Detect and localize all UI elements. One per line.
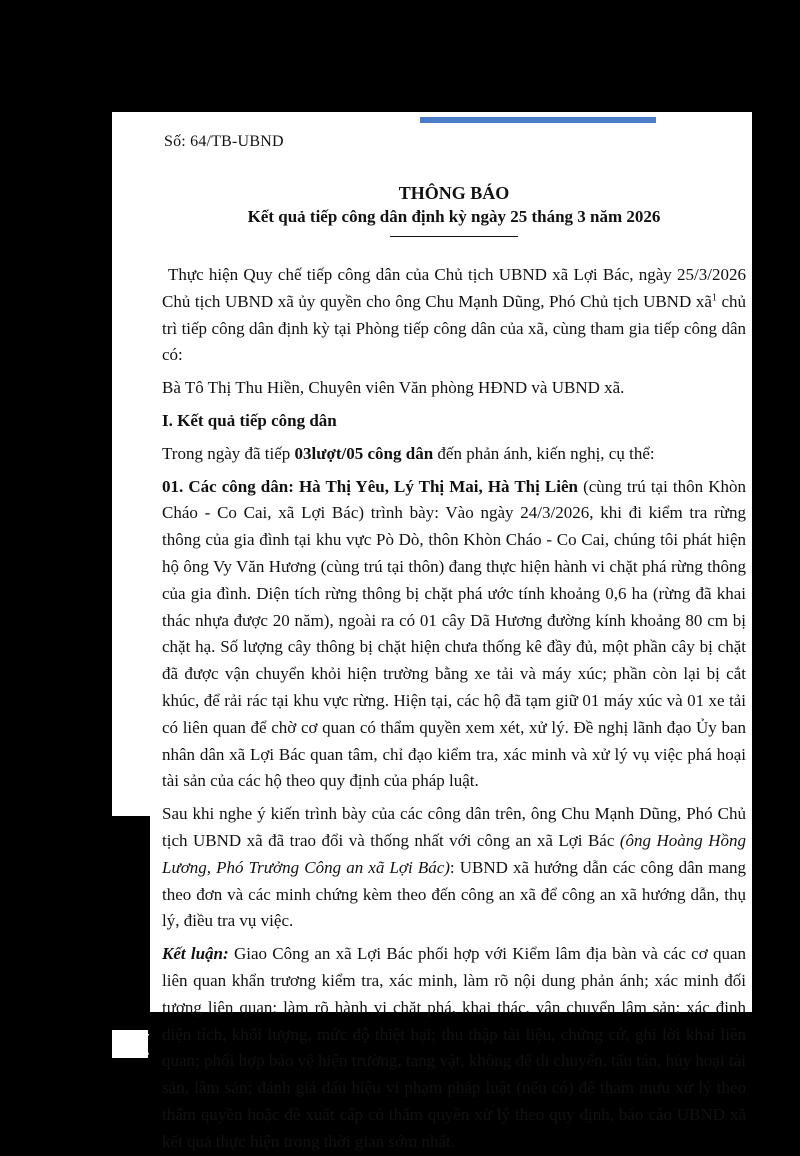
accent-bar: [420, 117, 656, 123]
case-1-paragraph: [162, 474, 746, 796]
document-body: [162, 182, 746, 1156]
document-subtitle: Kết quả tiếp công dân định kỳ ngày 25 tháng 3 năm 2026: [247, 207, 661, 226]
summary-paragraph: [162, 441, 746, 468]
response-italic: (ông Hoàng Hồng Lương, Phó Trưởng Công an xã Lợi Bác): [162, 830, 746, 877]
footnote-mark: 1: [711, 292, 717, 304]
conclusion-paragraph: [162, 941, 746, 1155]
intro-text-1: Thực hiện Quy chế tiếp công dân của Chủ tịch UBND xã Lợi Bác, ngày 25/3/2026 Chủ tịch UBND xã ủy quyền cho ông Chu Mạnh Dũng, Phó Chủ tịch UBND xã: [162, 265, 746, 311]
participant-line: Bà Tô Thị Thu Hiền, Chuyên viên Văn phòng HĐND và UBND xã.: [162, 378, 625, 398]
response-pre: Sau khi nghe ý kiến trình bày của các công dân trên, ông Chu Mạnh Dũng, Phó Chủ tịch UBND xã đã trao đổi và thống nhất với công an xã Lợi Bác: [162, 804, 746, 850]
response-paragraph: [162, 801, 746, 935]
conclusion-label: Kết luận:: [162, 944, 229, 964]
left-paper-edge: [112, 156, 152, 816]
document-title: THÔNG BÁO: [398, 183, 510, 203]
conclusion-text: Giao Công an xã Lợi Bác phối hợp với Kiểm lâm địa bàn và các cơ quan liên quan khẩn trương kiểm tra, xác minh, làm rõ nội dung phản ánh; xác minh đối tượng liên quan; làm rõ hành vi chặt phá, khai thác, vận chuyển lâm sản; xác định diện tích, khối lượng, mức độ thiệt hại; thu thập tài liệu, chứng cứ, ghi lời khai liên quan; phối hợp bảo vệ hiện trường, tang vật, không để di chuyển, tẩu tán, hủy hoại tài sản, lâm sản; đánh giá dấu hiệu vi phạm pháp luật (nếu có) để tham mưu xử lý theo thẩm quyền hoặc đề xuất cấp có thẩm quyền xử lý theo quy định, báo cáo UBND xã kết quả thực hiện trong thời gian sớm nhất.: [162, 944, 746, 1151]
bottom-glyph: (: [142, 1030, 150, 1055]
summary-count: 03lượt/05 công dân: [294, 443, 434, 463]
case-1-text: (cùng trú tại thôn Khòn Cháo - Co Cai, xã Lợi Bác) trình bày: Vào ngày 24/3/2026, khi đi kiểm tra rừng thông của gia đình tại khu vực Pò Dò, thôn Khòn Cháo - Co Cai, chúng tôi phát hiện hộ ông Vy Văn Hương (cùng trú tại thôn) đang thực hiện hành vi chặt phá rừng thông của gia đình. Diện tích rừng thông bị chặt phá ước tính khoảng 0,6 ha (rừng đã khai thác nhựa được 20 năm), ngoài ra có 01 cây Dã Hương đường kính khoảng 80 cm bị chặt hạ. Số lượng cây thông bị chặt hiện chưa thống kê đầy đủ, một phần cây bị chặt đã được vận chuyển khỏi hiện trường bằng xe tải và máy xúc; phần còn lại bị cắt khúc, để rải rác tại khu vực rừng. Hiện tại, các hộ đã tạm giữ 01 máy xúc và 01 xe tải có liên quan để chờ cơ quan có thẩm quyền xem xét, xử lý. Đề nghị lãnh đạo Ủy ban nhân dân xã Lợi Bác quan tâm, chỉ đạo kiểm tra, xác minh và xử lý vụ việc phá hoại tài sản của các hộ theo quy định của pháp luật.: [162, 476, 746, 791]
intro-paragraph: [162, 262, 746, 369]
summary-pre: Trong ngày đã tiếp: [162, 443, 295, 463]
summary-post: đến phản ánh, kiến nghị, cụ thể:: [433, 443, 655, 463]
title-divider: [390, 236, 518, 237]
section-heading: I. Kết quả tiếp công dân: [162, 410, 337, 430]
intro-text-2: chủ trì tiếp công dân định kỳ tại Phòng tiếp công dân của xã, cùng tham gia tiếp công dân có:: [162, 291, 747, 365]
case-1-citizens: 01. Các công dân: Hà Thị Yêu, Lý Thị Mai, Hà Thị Liên: [162, 476, 578, 496]
response-post: : UBND xã hướng dẫn các công dân mang theo đơn và các minh chứng kèm theo đến công an xã để công an xã hướng dẫn, thụ lý, điều tra vụ việc.: [162, 857, 746, 931]
document-number: Số: 64/TB-UBND: [164, 133, 284, 150]
